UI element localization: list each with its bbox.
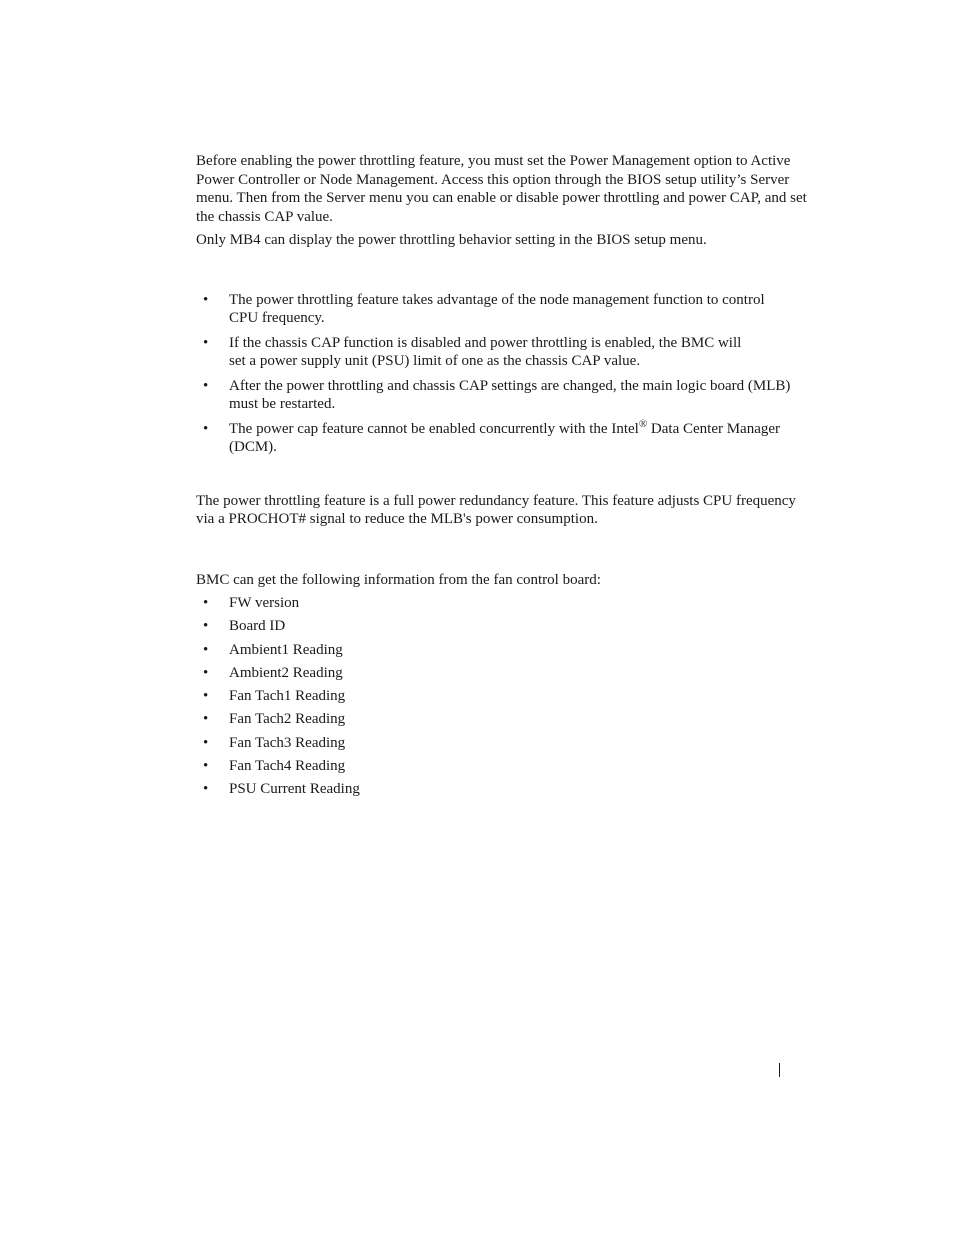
list-item xyxy=(203,641,814,664)
note-text: If the chassis CAP function is disabled and power throttling is enabled, the BMC will xyxy=(229,334,742,351)
list-item-text: PSU Current Reading xyxy=(229,781,360,798)
bullet-icon: • xyxy=(203,334,209,351)
bullet-icon: • xyxy=(203,688,209,705)
list-item-text: Ambient2 Reading xyxy=(229,664,343,681)
note-text-tail: Data Center Manager xyxy=(647,420,781,437)
list-item xyxy=(203,664,814,687)
list-item xyxy=(203,780,814,803)
list-item xyxy=(203,757,814,780)
list-item xyxy=(203,617,814,640)
list-item xyxy=(203,734,814,757)
note-text-continued: CPU frequency. xyxy=(229,310,325,326)
bullet-icon: • xyxy=(203,377,209,394)
fan-board-intro: BMC can get the following information from the fan control board: xyxy=(196,571,601,588)
note-text-continued: must be restarted. xyxy=(229,396,336,412)
bullet-icon: • xyxy=(203,618,209,635)
bullet-icon: • xyxy=(203,734,209,751)
registered-mark: ® xyxy=(638,417,648,430)
fan-board-info-list xyxy=(203,594,814,804)
bullet-icon: • xyxy=(203,781,209,798)
list-item-text: Board ID xyxy=(229,618,286,635)
list-item xyxy=(203,594,814,617)
note-item xyxy=(203,334,806,371)
list-item-text: FW version xyxy=(229,595,300,611)
note-text-continued: set a power supply unit (PSU) limit of one as the chassis CAP value. xyxy=(229,353,641,369)
document-body xyxy=(196,152,814,804)
list-item-text: Fan Tach4 Reading xyxy=(229,758,346,775)
bullet-icon: • xyxy=(203,711,209,728)
bullet-icon: • xyxy=(203,664,209,681)
redundancy-paragraph: The power throttling feature is a full power redundancy feature. This feature adjusts CPU frequency via a PROCHOT# signal to reduce the MLB's power consumption. xyxy=(196,492,796,527)
list-item-text: Fan Tach3 Reading xyxy=(229,734,346,751)
power-throttling-notes xyxy=(203,291,806,457)
note-text-continued: (DCM). xyxy=(229,439,277,455)
bullet-icon: • xyxy=(203,641,209,658)
list-item-text: Ambient1 Reading xyxy=(229,641,343,658)
list-item xyxy=(203,710,814,733)
note-text: The power throttling feature takes advantage of the node management function to control xyxy=(229,291,765,308)
bullet-icon: • xyxy=(203,291,209,308)
note-text: The power cap feature cannot be enabled concurrently with the Intel xyxy=(229,420,639,437)
bullet-icon: • xyxy=(203,595,209,611)
list-item-text: Fan Tach2 Reading xyxy=(229,711,346,728)
note-text: After the power throttling and chassis CAP settings are changed, the main logic board (MLB) xyxy=(229,377,791,394)
bullet-icon: • xyxy=(203,420,209,437)
note-item xyxy=(203,291,806,328)
mb4-note-paragraph: Only MB4 can display the power throttling behavior setting in the BIOS setup menu. xyxy=(196,232,707,248)
note-item xyxy=(203,417,806,457)
note-item xyxy=(203,377,806,414)
bullet-icon: • xyxy=(203,758,209,775)
list-item xyxy=(203,687,814,710)
page-footer-rule xyxy=(779,1063,780,1077)
intro-paragraph: Before enabling the power throttling feature, you must set the Power Management option to Active Power Controller or Node Management. Access this option through the BIOS setup utility’s Server menu. Then from the Server menu you can enable or disable power throttling and power CAP, and set the chassis CAP value. xyxy=(196,153,807,225)
list-item-text: Fan Tach1 Reading xyxy=(229,688,346,705)
